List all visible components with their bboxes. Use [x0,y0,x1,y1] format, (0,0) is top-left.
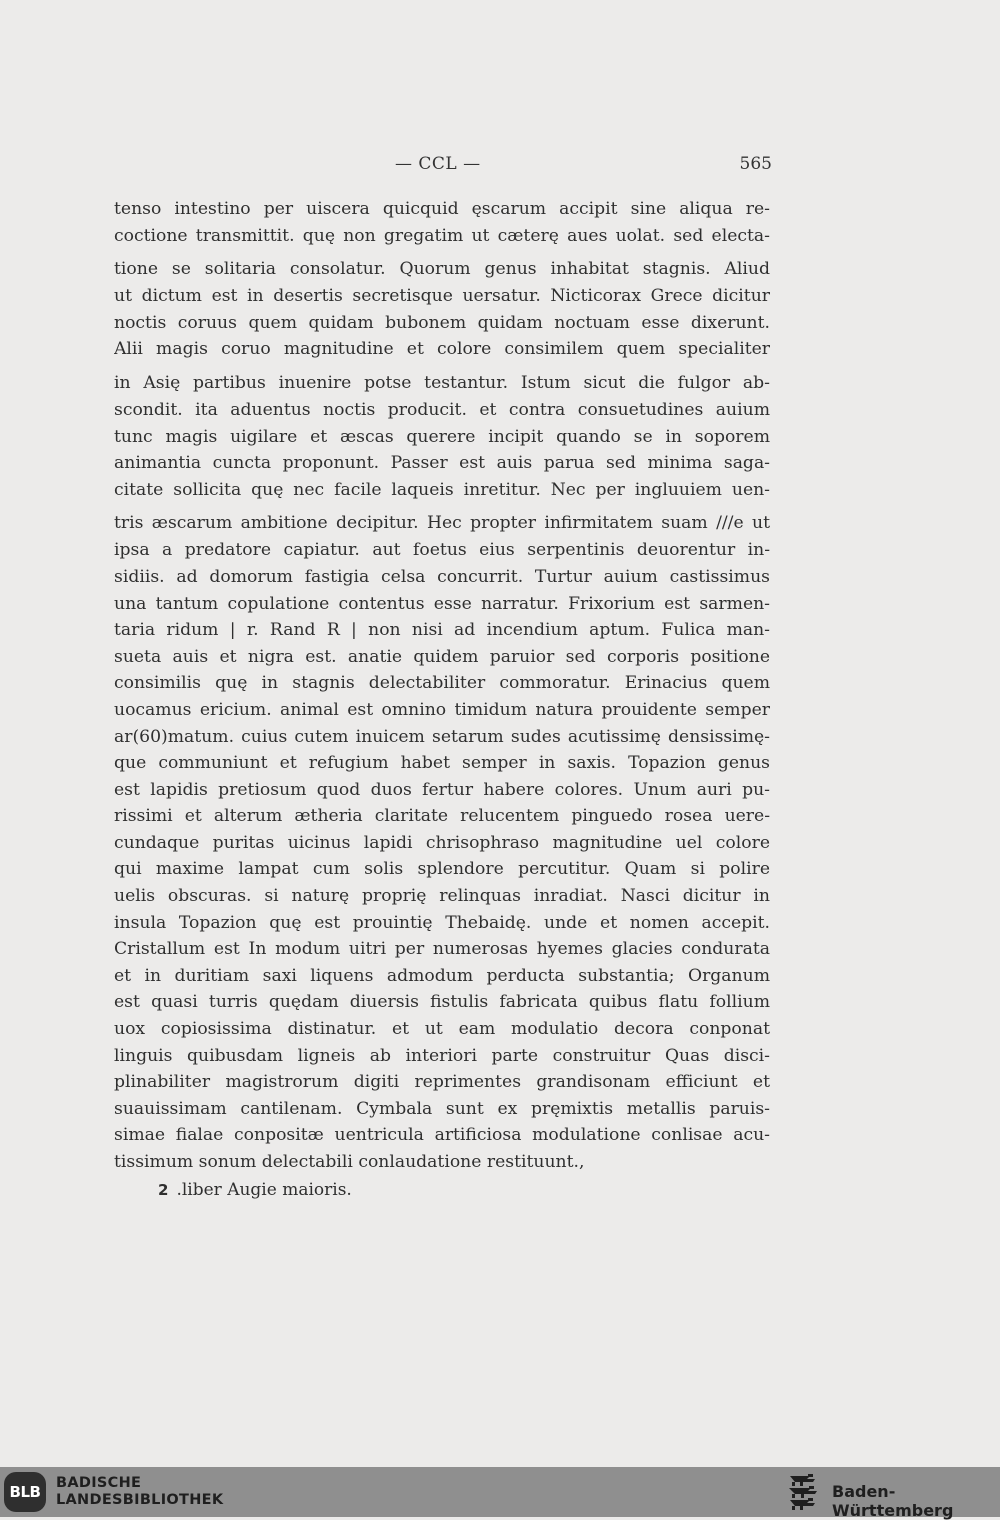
text-line: in Asię partibus inuenire potse testantur. Istum sicut die fulgor ab- [114,372,770,393]
text-line: uox copiosissima distinatur. et ut eam modulatio decora conponat [114,1019,770,1040]
text-line: scondit. ita aduentus noctis producit. et contra consuetudines auium [114,399,770,420]
state-name[interactable]: Baden-Württemberg [832,1482,954,1520]
footnote-number: 2 [158,1181,169,1199]
text-line: suauissimam cantilenam. Cymbala sunt ex pręmixtis metallis paruis- [114,1098,770,1119]
library-name[interactable] [56,1475,223,1509]
text-line: uocamus ericium. animal est omnino timidum natura prouidente semper [114,699,770,720]
footnote-text: .liber Augie maioris. [176,1180,352,1200]
text-line: est quasi turris quędam diuersis fistulis fabricata quibus flatu follium [114,992,770,1013]
footnote [158,1180,352,1200]
running-title: — CCL — [395,154,481,174]
text-line: taria ridum | r. Rand R | non nisi ad incendium aptum. Fulica man- [114,620,770,641]
text-line: citate sollicita quę nec facile laqueis inretitur. Nec per ingluuiem uen- [114,479,770,500]
library-name-line2: LANDESBIBLIOTHEK [56,1492,224,1508]
text-line: et in duritiam saxi liquens admodum perducta substantia; Organum [114,965,770,986]
text-line: noctis coruus quem quidam bubonem quidam noctuam esse dixerunt. [114,312,770,333]
text-line: coctione transmittit. quę non gregatim ut cæterę aues uolat. sed electa- [114,225,770,246]
lions-coat-of-arms-icon[interactable] [786,1472,822,1512]
text-line: una tantum copulatione contentus esse narratur. Frixorium est sarmen- [114,593,770,614]
text-line: linguis quibusdam ligneis ab interiori parte construitur Quas disci- [114,1045,770,1066]
text-line: insula Topazion quę est prouintię Thebaidę. unde et nomen accepit. [114,912,770,933]
text-line: tissimum sonum delectabili conlaudatione restituunt., [114,1152,585,1172]
text-line: est lapidis pretiosum quod duos fertur habere colores. Unum auri pu- [114,779,770,800]
text-line: tenso intestino per uiscera quicquid ęscarum accipit sine aliqua re- [114,199,770,219]
text-line: Alii magis coruo magnitudine et colore consimilem quem specialiter [114,339,770,360]
library-footer-bar [0,1467,1000,1520]
library-name-line1: BADISCHE [56,1475,142,1491]
text-line: sueta auis et nigra est. anatie quidem paruior sed corporis positione [114,646,770,667]
text-line: ar(60)matum. cuius cutem inuicem setarum sudes acutissimę densissimę- [114,726,770,747]
text-line: tris æscarum ambitione decipitur. Hec propter infirmitatem suam ///e ut [114,513,770,534]
page-number: 565 [739,154,772,174]
body-text [114,196,770,1176]
text-line: plinabiliter magistrorum digiti reprimentes grandisonam efficiunt et [114,1072,770,1093]
text-line: animantia cuncta proponunt. Passer est auis parua sed minima saga- [114,453,770,474]
text-line: simae fialae conpositæ uentricula artificiosa modulatione conlisae acu- [114,1125,770,1146]
text-line: uelis obscuras. si naturę proprię relinquas inradiat. Nasci dicitur in [114,886,770,907]
text-line: ipsa a predatore capiatur. aut foetus eius serpentinis deuorentur in- [114,540,770,561]
text-line: ut dictum est in desertis secretisque uersatur. Nicticorax Grece dicitur [114,286,770,307]
text-line: tunc magis uigilare et æscas querere incipit quando se in soporem [114,426,770,447]
text-line: consimilis quę in stagnis delectabiliter commoratur. Erinacius quem [114,673,770,694]
text-line: que communiunt et refugium habet semper in saxis. Topazion genus [114,753,770,774]
text-line: tione se solitaria consolatur. Quorum genus inhabitat stagnis. Aliud [114,259,770,280]
text-line: rissimi et alterum ætheria claritate relucentem pinguedo rosea uere- [114,806,770,827]
text-line: sidiis. ad domorum fastigia celsa concurrit. Turtur auium castissimus [114,566,770,587]
text-line: cundaque puritas uicinus lapidi chrisophraso magnitudine uel colore [114,832,770,853]
text-line: Cristallum est In modum uitri per numerosas hyemes glacies condurata [114,939,770,960]
blb-logo[interactable]: BLB [4,1472,46,1512]
text-line: qui maxime lampat cum solis splendore percutitur. Quam si polire [114,859,770,880]
